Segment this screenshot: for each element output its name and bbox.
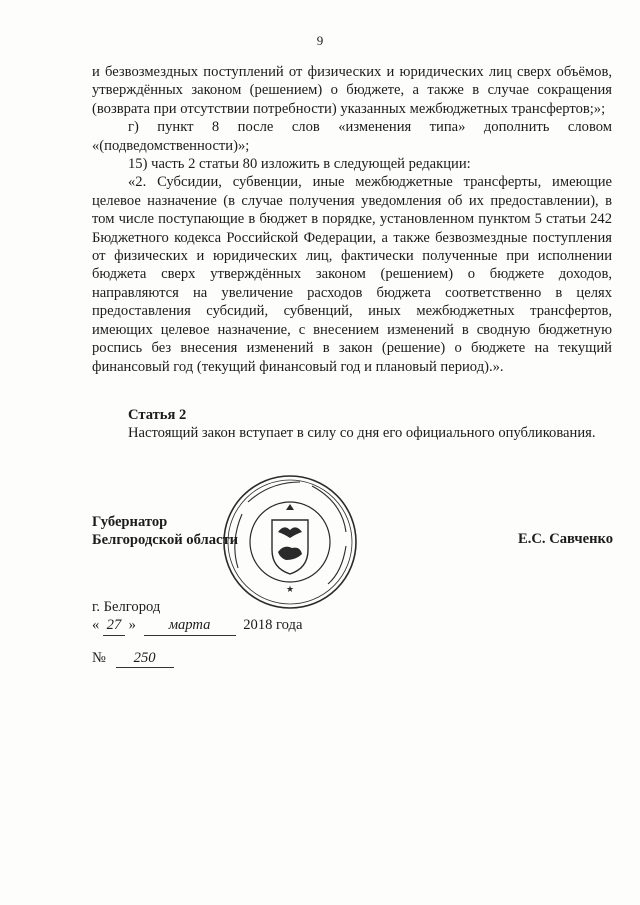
paragraph-4: «2. Субсидии, субвенции, иные межбюджетные трансферты, имеющие целевое назначение (в случае получения уведомления об их предоставлении), в том числе поступающие в бюджет в порядке, установленном пунктом 5 статьи 242 Бюджетного кодекса Российской Федерации, а также безвозмездные поступления от физических и юридических лиц, фактически полученные при исполнении бюджета сверх утверждённых законом (решением) о бюджете доходов, направляются на увеличение расходов бюджета соответственно в целях предоставления субсидий, субвенций, иных межбюджетных трансфертов, имеющих целевое назначение, с внесением изменений в сводную бюджетную роспись без внесения изменений в закон (решение) о бюджете на текущий финансовый год (текущий финансовый год и плановый период).». — [92, 174, 612, 375]
place-and-date — [92, 598, 302, 636]
date-line — [92, 616, 302, 635]
document-number: 250 — [116, 650, 174, 668]
document-body — [92, 63, 612, 376]
signatory-title-line2: Белгородской области — [92, 532, 239, 549]
svg-text:★: ★ — [285, 584, 295, 594]
paragraph-2: г) пункт 8 после слов «изменения типа» дополнить словом «(подведомственности)»; — [92, 119, 612, 154]
paragraph-3: 15) часть 2 статьи 80 изложить в следующей редакции: — [128, 156, 471, 173]
signatory-title — [92, 513, 238, 550]
paragraph-1: и безвозмездных поступлений от физических и юридических лиц сверх объёмов, утверждённых законом (решением) о бюджете, а также в случае сокращения (возврата при отсутствии потребности) указанных межбюджетных трансфертов;»; — [92, 64, 612, 117]
article-2 — [92, 406, 612, 443]
city: г. Белгород — [92, 599, 161, 615]
date-day: 27 — [103, 616, 125, 635]
article-heading: Статья 2 — [128, 407, 187, 423]
date-quote-open: « — [92, 617, 100, 634]
official-seal — [220, 472, 360, 612]
signatory-title-line1: Губернатор — [92, 514, 168, 530]
signatory-name: Е.С. Савченко — [517, 531, 613, 547]
coat-of-arms-icon — [272, 504, 308, 574]
date-quote-close: » — [128, 617, 136, 634]
document-number-line — [92, 650, 174, 668]
number-label: № — [92, 650, 106, 666]
date-year: 2018 года — [243, 617, 303, 634]
date-month: марта — [144, 616, 236, 635]
page-number: 9 — [316, 33, 324, 48]
article-text: Настоящий закон вступает в силу со дня его официального опубликования. — [128, 425, 596, 442]
